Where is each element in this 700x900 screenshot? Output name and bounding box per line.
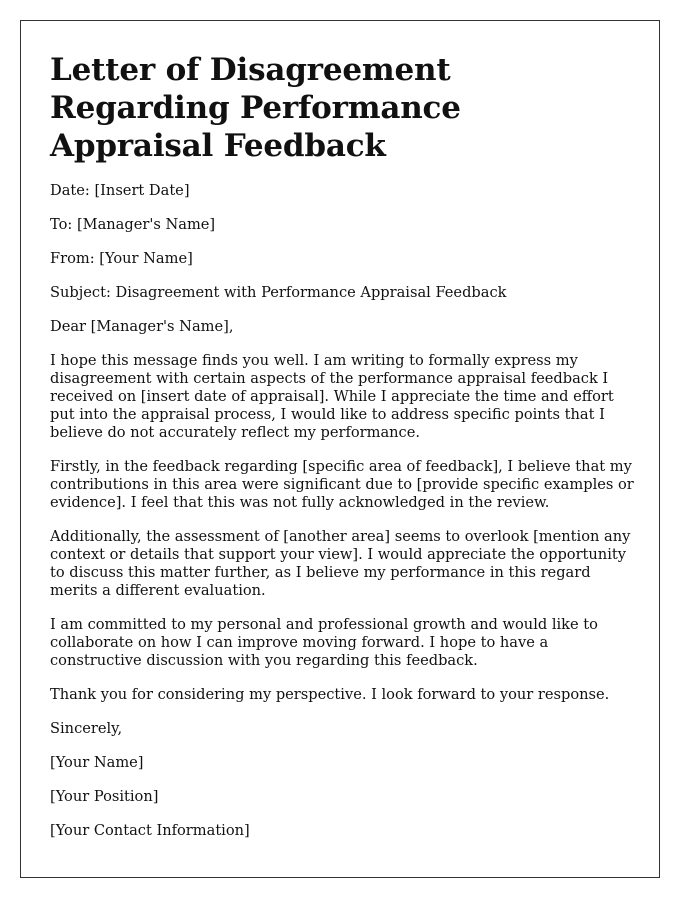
date-line: Date: [Insert Date] xyxy=(50,182,190,199)
body-paragraph-5: Thank you for considering my perspective. I look forward to your response. xyxy=(50,686,610,703)
to-line: To: [Manager's Name] xyxy=(50,216,216,233)
salutation: Dear [Manager's Name], xyxy=(50,318,234,335)
signature-contact: [Your Contact Information] xyxy=(50,822,250,839)
closing: Sincerely, xyxy=(50,720,123,737)
signature-name: [Your Name] xyxy=(50,754,144,771)
letter-page xyxy=(20,20,660,878)
letter-content xyxy=(50,51,634,856)
subject-line: Subject: Disagreement with Performance Appraisal Feedback xyxy=(50,284,507,301)
body-paragraph-2: Firstly, in the feedback regarding [specific area of feedback], I believe that my contributions in this area were significant due to [provide specific examples or evidence]. I feel that this was not fully acknowledged in the review. xyxy=(50,458,634,511)
body-paragraph-1: I hope this message finds you well. I am writing to formally express my disagreement with certain aspects of the performance appraisal feedback I received on [insert date of appraisal]. While I appreciate the time and effort put into the appraisal process, I would like to address specific points that I believe do not accurately reflect my performance. xyxy=(50,352,614,441)
signature-position: [Your Position] xyxy=(50,788,159,805)
body-paragraph-3: Additionally, the assessment of [another area] seems to overlook [mention any context or details that support your view]. I would appreciate the opportunity to discuss this matter further, as I believe my performance in this regard merits a different evaluation. xyxy=(50,528,631,599)
from-line: From: [Your Name] xyxy=(50,250,193,267)
body-paragraph-4: I am committed to my personal and professional growth and would like to collaborate on how I can improve moving forward. I hope to have a constructive discussion with you regarding this feedback. xyxy=(50,616,598,669)
letter-title: Letter of Disagreement Regarding Performance Appraisal Feedback xyxy=(50,52,461,164)
